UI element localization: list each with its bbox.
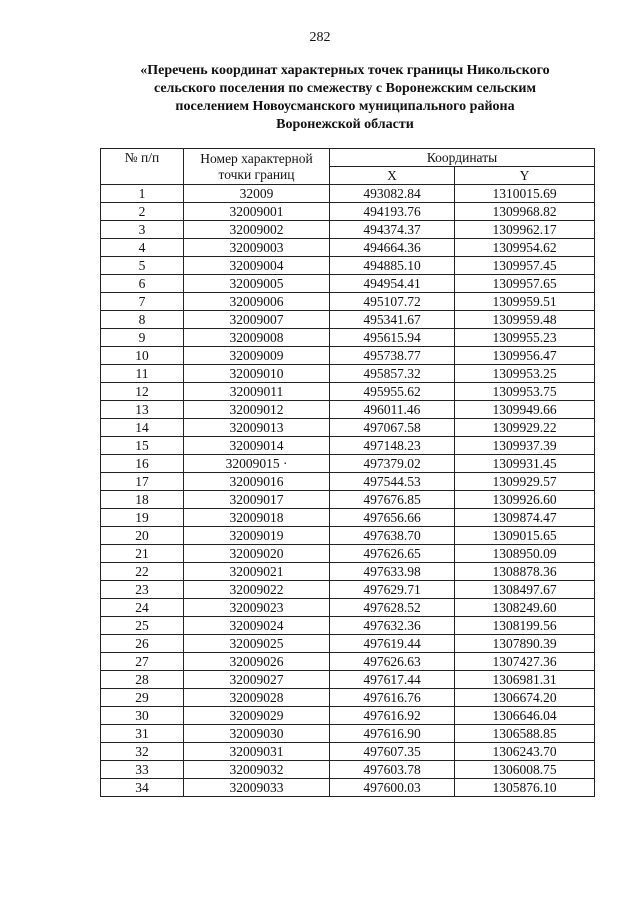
point-number: 32009032: [184, 761, 330, 779]
table-row: [101, 707, 595, 725]
coord-x: 496011.46: [330, 401, 455, 419]
row-num: 4: [101, 239, 184, 257]
row-num: 21: [101, 545, 184, 563]
table-row: [101, 509, 595, 527]
coord-x: 495955.62: [330, 383, 455, 401]
coord-x: 495857.32: [330, 365, 455, 383]
row-num: 9: [101, 329, 184, 347]
row-num: 14: [101, 419, 184, 437]
row-num: 12: [101, 383, 184, 401]
coord-x: 497607.35: [330, 743, 455, 761]
row-num: 22: [101, 563, 184, 581]
coord-x: 494885.10: [330, 257, 455, 275]
coord-x: 497626.63: [330, 653, 455, 671]
coord-y: 1310015.69: [455, 185, 595, 203]
table-row: [101, 473, 595, 491]
point-number: 32009021: [184, 563, 330, 581]
coord-x: 494664.36: [330, 239, 455, 257]
point-number: 32009031: [184, 743, 330, 761]
table-row: [101, 779, 595, 797]
coord-y: 1308497.67: [455, 581, 595, 599]
coord-y: 1308249.60: [455, 599, 595, 617]
row-num: 30: [101, 707, 184, 725]
title-line: поселением Новоусманского муниципального района: [175, 99, 515, 114]
coord-y: 1309949.66: [455, 401, 595, 419]
coord-y: 1309968.82: [455, 203, 595, 221]
point-number: 32009030: [184, 725, 330, 743]
coord-x: 495107.72: [330, 293, 455, 311]
table-row: [101, 617, 595, 635]
table-row: [101, 455, 595, 473]
row-num: 16: [101, 455, 184, 473]
point-number: 32009028: [184, 689, 330, 707]
table-row: [101, 365, 595, 383]
coord-x: 497603.78: [330, 761, 455, 779]
point-number: 32009013: [184, 419, 330, 437]
table-row: [101, 743, 595, 761]
title-line: сельского поселения по смежеству с Воронежским сельским: [153, 81, 537, 96]
coord-y: 1308199.56: [455, 617, 595, 635]
coord-x: 497616.92: [330, 707, 455, 725]
row-num: 33: [101, 761, 184, 779]
coordinates-table: [100, 148, 595, 797]
coord-x: 497632.36: [330, 617, 455, 635]
coord-x: 494374.37: [330, 221, 455, 239]
header-row: [101, 149, 595, 167]
point-number: 32009029: [184, 707, 330, 725]
point-number: 32009016: [184, 473, 330, 491]
table-row: [101, 347, 595, 365]
table-row: [101, 491, 595, 509]
header-coords: Координаты: [330, 149, 595, 167]
row-num: 6: [101, 275, 184, 293]
point-number: 32009033: [184, 779, 330, 797]
coord-y: 1306981.31: [455, 671, 595, 689]
point-number: 32009026: [184, 653, 330, 671]
row-num: 15: [101, 437, 184, 455]
row-num: 28: [101, 671, 184, 689]
coord-y: 1309926.60: [455, 491, 595, 509]
row-num: 2: [101, 203, 184, 221]
table-row: [101, 239, 595, 257]
coord-y: 1309931.45: [455, 455, 595, 473]
header-point: [184, 149, 330, 185]
coord-y: 1309929.57: [455, 473, 595, 491]
coord-y: 1306646.04: [455, 707, 595, 725]
coord-x: 497379.02: [330, 455, 455, 473]
row-num: 34: [101, 779, 184, 797]
point-number: 32009010: [184, 365, 330, 383]
point-number: 32009: [184, 185, 330, 203]
table-row: [101, 581, 595, 599]
coord-x: 497676.85: [330, 491, 455, 509]
title-line: Воронежской области: [276, 117, 414, 132]
point-number: 32009020: [184, 545, 330, 563]
point-number: 32009003: [184, 239, 330, 257]
coord-x: 494193.76: [330, 203, 455, 221]
coord-y: 1309874.47: [455, 509, 595, 527]
row-num: 25: [101, 617, 184, 635]
row-num: 32: [101, 743, 184, 761]
row-num: 7: [101, 293, 184, 311]
coord-y: 1309955.23: [455, 329, 595, 347]
table-row: [101, 653, 595, 671]
coord-y: 1309954.62: [455, 239, 595, 257]
table-row: [101, 761, 595, 779]
table-row: [101, 689, 595, 707]
row-num: 24: [101, 599, 184, 617]
coord-y: 1309015.65: [455, 527, 595, 545]
table-row: [101, 599, 595, 617]
coord-x: 497616.90: [330, 725, 455, 743]
row-num: 3: [101, 221, 184, 239]
page-number: 282: [309, 30, 331, 45]
table-row: [101, 221, 595, 239]
table-row: [101, 275, 595, 293]
coord-y: 1307427.36: [455, 653, 595, 671]
row-num: 20: [101, 527, 184, 545]
table-row: [101, 563, 595, 581]
point-number: 32009015 ·: [184, 455, 330, 473]
row-num: 1: [101, 185, 184, 203]
row-num: 18: [101, 491, 184, 509]
point-number: 32009009: [184, 347, 330, 365]
coord-y: 1309957.45: [455, 257, 595, 275]
coord-x: 495341.67: [330, 311, 455, 329]
point-number: 32009006: [184, 293, 330, 311]
coord-y: 1309957.65: [455, 275, 595, 293]
row-num: 8: [101, 311, 184, 329]
coord-y: 1305876.10: [455, 779, 595, 797]
coord-x: 497633.98: [330, 563, 455, 581]
coord-y: 1309953.75: [455, 383, 595, 401]
row-num: 10: [101, 347, 184, 365]
row-num: 5: [101, 257, 184, 275]
coord-x: 493082.84: [330, 185, 455, 203]
table-row: [101, 419, 595, 437]
coord-x: 497626.65: [330, 545, 455, 563]
coord-x: 497616.76: [330, 689, 455, 707]
row-num: 26: [101, 635, 184, 653]
coord-x: 497629.71: [330, 581, 455, 599]
header-num: № п/п: [101, 149, 184, 185]
coord-x: 497148.23: [330, 437, 455, 455]
coord-y: 1307890.39: [455, 635, 595, 653]
table-row: [101, 401, 595, 419]
table-row: [101, 257, 595, 275]
point-number: 32009018: [184, 509, 330, 527]
table-row: [101, 527, 595, 545]
table-row: [101, 329, 595, 347]
row-num: 17: [101, 473, 184, 491]
table-row: [101, 203, 595, 221]
point-number: 32009002: [184, 221, 330, 239]
table-row: [101, 185, 595, 203]
point-number: 32009027: [184, 671, 330, 689]
coord-x: 497638.70: [330, 527, 455, 545]
row-num: 13: [101, 401, 184, 419]
coord-y: 1309959.51: [455, 293, 595, 311]
coord-x: 495615.94: [330, 329, 455, 347]
point-number: 32009001: [184, 203, 330, 221]
header-x: X: [330, 167, 455, 185]
row-num: 31: [101, 725, 184, 743]
point-number: 32009012: [184, 401, 330, 419]
point-number: 32009007: [184, 311, 330, 329]
coord-x: 497544.53: [330, 473, 455, 491]
point-number: 32009004: [184, 257, 330, 275]
coord-x: 497617.44: [330, 671, 455, 689]
header-point-line2: точки границ: [218, 166, 295, 182]
table-row: [101, 545, 595, 563]
coord-y: 1309956.47: [455, 347, 595, 365]
coord-y: 1309929.22: [455, 419, 595, 437]
coord-y: 1306588.85: [455, 725, 595, 743]
row-num: 19: [101, 509, 184, 527]
row-num: 29: [101, 689, 184, 707]
coord-y: 1308950.09: [455, 545, 595, 563]
table-row: [101, 671, 595, 689]
coord-x: 495738.77: [330, 347, 455, 365]
coord-y: 1306008.75: [455, 761, 595, 779]
point-number: 32009025: [184, 635, 330, 653]
point-number: 32009005: [184, 275, 330, 293]
title-line: «Перечень координат характерных точек границы Никольского: [140, 63, 550, 78]
coord-y: 1309953.25: [455, 365, 595, 383]
row-num: 27: [101, 653, 184, 671]
point-number: 32009017: [184, 491, 330, 509]
coord-x: 497619.44: [330, 635, 455, 653]
coord-x: 497600.03: [330, 779, 455, 797]
row-num: 23: [101, 581, 184, 599]
header-y: Y: [455, 167, 595, 185]
coord-y: 1308878.36: [455, 563, 595, 581]
table-row: [101, 293, 595, 311]
coord-x: 497656.66: [330, 509, 455, 527]
coord-y: 1306243.70: [455, 743, 595, 761]
header-point-line1: Номер характерной: [200, 150, 313, 166]
point-number: 32009022: [184, 581, 330, 599]
coord-x: 497628.52: [330, 599, 455, 617]
document-title: [100, 62, 590, 134]
coord-y: 1306674.20: [455, 689, 595, 707]
point-number: 32009014: [184, 437, 330, 455]
point-number: 32009023: [184, 599, 330, 617]
point-number: 32009024: [184, 617, 330, 635]
table-row: [101, 635, 595, 653]
coord-y: 1309962.17: [455, 221, 595, 239]
coord-x: 497067.58: [330, 419, 455, 437]
row-num: 11: [101, 365, 184, 383]
point-number: 32009019: [184, 527, 330, 545]
table-row: [101, 725, 595, 743]
coord-x: 494954.41: [330, 275, 455, 293]
table-row: [101, 437, 595, 455]
table-row: [101, 383, 595, 401]
coord-y: 1309937.39: [455, 437, 595, 455]
table-row: [101, 311, 595, 329]
point-number: 32009008: [184, 329, 330, 347]
coord-y: 1309959.48: [455, 311, 595, 329]
point-number: 32009011: [184, 383, 330, 401]
